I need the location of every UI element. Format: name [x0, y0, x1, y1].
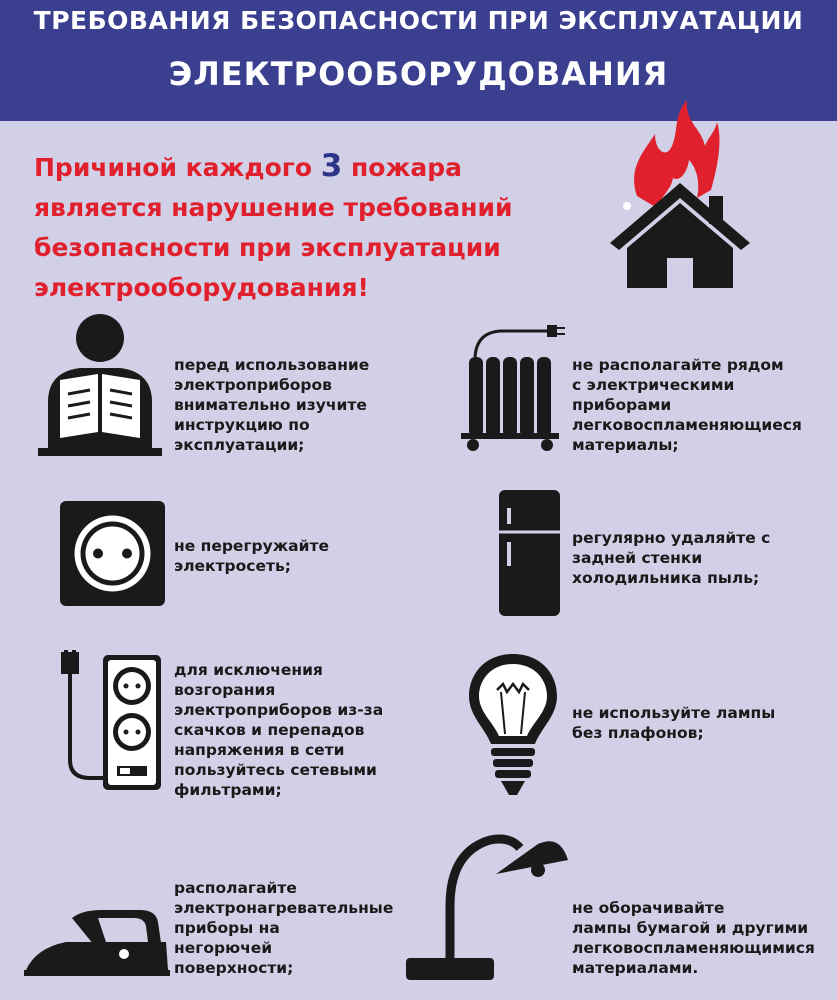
surge-protector-icon	[55, 650, 165, 795]
advice-text-4: регулярно удаляйте с задней стенки холодильника пыль;	[572, 529, 771, 587]
radiator-icon	[455, 315, 570, 455]
advice-text-1: перед использование электроприборов внимательно изучите инструкцию по эксплуатации;	[174, 356, 370, 454]
title-line-1: ТРЕБОВАНИЯ БЕЗОПАСНОСТИ ПРИ ЭКСПЛУАТАЦИИ	[33, 6, 804, 35]
lead-number: 3	[320, 148, 343, 184]
advice-text-2: не располагайте рядом с электрическими приборами легковоспламеняющиеся материалы;	[572, 356, 802, 454]
advice-text-7: располагайте электронагревательные приборы на негорючей поверхности;	[174, 879, 394, 977]
light-bulb-icon	[463, 650, 563, 800]
title-line-2: ЭЛЕКТРООБОРУДОВАНИЯ	[168, 55, 669, 93]
lead-warning	[34, 146, 594, 308]
burning-house-icon	[605, 98, 755, 293]
lead-part-2: пожара является нарушение требований безопасности при эксплуатации электрооборудования!	[34, 153, 513, 302]
reading-manual-icon	[30, 310, 170, 460]
advice-text-6: не используйте лампы без плафонов;	[572, 704, 776, 742]
desk-lamp-icon	[398, 826, 573, 984]
refrigerator-icon	[497, 488, 562, 618]
iron-icon	[22, 908, 172, 980]
advice-text-3: не перегружайте электросеть;	[174, 537, 329, 575]
power-socket-icon	[60, 501, 165, 606]
advice-text-8: не оборачивайте лампы бумагой и другими легковоспламеняющимися материалами.	[572, 899, 815, 977]
advice-text-5: для исключения возгорания электроприборов из-за скачков и перепадов напряжения в сети пользуйтесь сетевыми фильтрами;	[174, 661, 384, 799]
lead-part-1: Причиной каждого	[34, 153, 321, 182]
